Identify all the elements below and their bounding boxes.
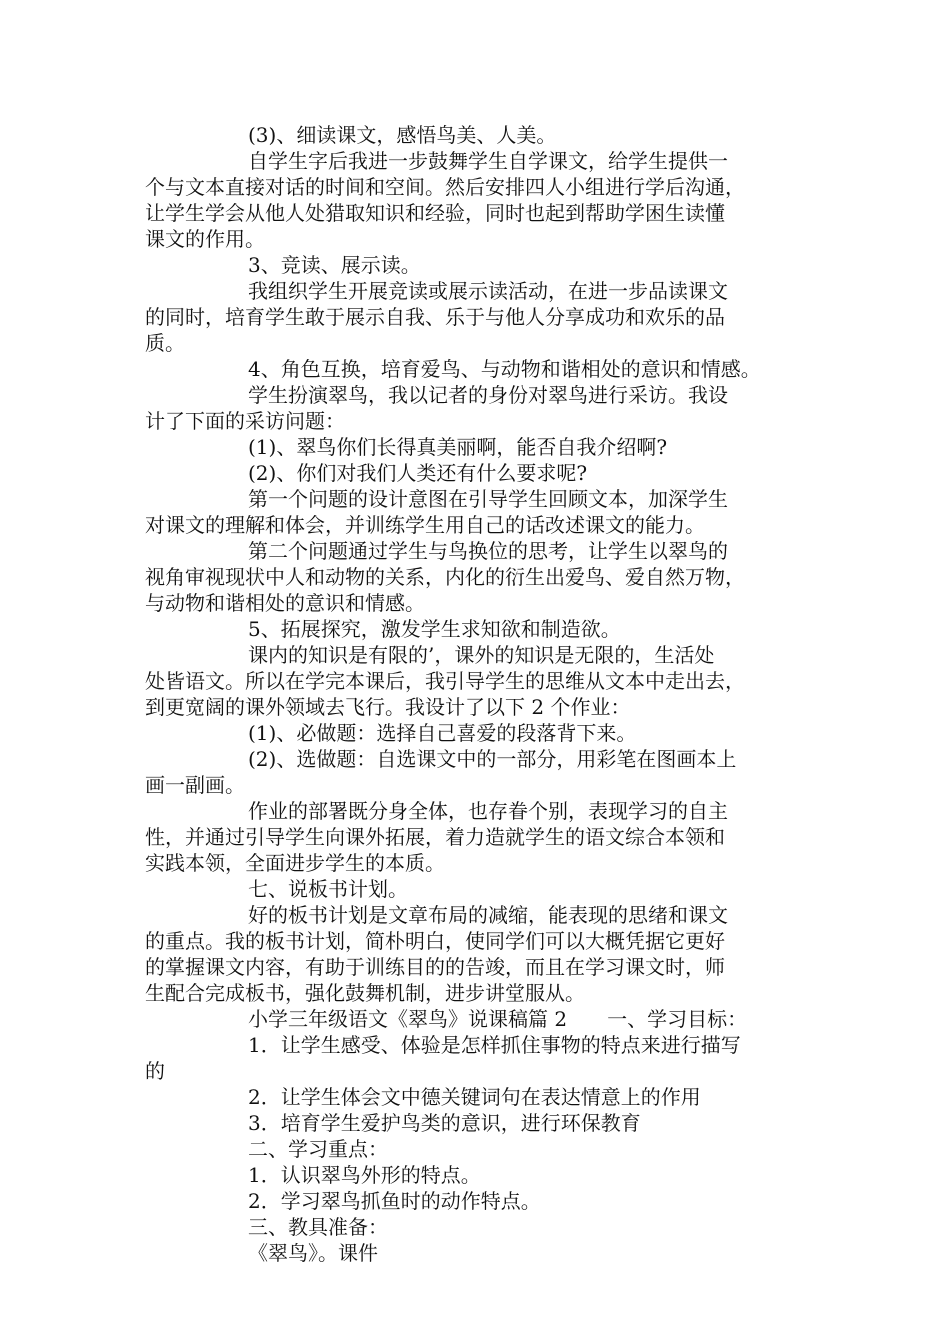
text-line: 我组织学生开展竞读或展示读活动，在进一步品读课文: [248, 279, 728, 303]
text-line: (3)、细读课文，感悟鸟美、人美。: [248, 123, 557, 147]
text-line: 个与文本直接对话的时间和空间。然后安排四人小组进行学后沟通，: [145, 175, 745, 199]
text-line: 质。: [145, 331, 185, 355]
text-line: 处皆语文。所以在学完本课后，我引导学生的思维从文本中走出去，: [145, 669, 745, 693]
section-heading: 小学三年级语文《翠鸟》说课稿篇 2 一、学习目标：: [248, 1007, 748, 1031]
text-line: 的重点。我的板书计划，简朴明白，使同学们可以大概凭据它更好: [145, 929, 725, 953]
text-line: 视角审视现状中人和动物的关系，内化的衍生出爱鸟、爱自然万物，: [145, 565, 745, 589]
text-line: 3、竞读、展示读。: [248, 253, 421, 277]
text-line: 计了下面的采访问题：: [145, 409, 345, 433]
text-line: 第二个问题通过学生与鸟换位的思考，让学生以翠鸟的: [248, 539, 728, 563]
text-line: 实践本领，全面进步学生的本质。: [145, 851, 445, 875]
text-line: 第一个问题的设计意图在引导学生回顾文本，加深学生: [248, 487, 728, 511]
text-line: 的同时，培育学生敢于展示自我、乐于与他人分享成功和欢乐的品: [145, 305, 725, 329]
text-line: 1．让学生感受、体验是怎样抓住事物的特点来进行描写: [248, 1033, 741, 1057]
text-line: 自学生字后我进一步鼓舞学生自学课文，给学生提供一: [248, 149, 728, 173]
text-line: 4、角色互换，培育爱鸟、与动物和谐相处的意识和情感。: [248, 357, 761, 381]
text-line: 生配合完成板书，强化鼓舞机制，进步讲堂服从。: [145, 981, 585, 1005]
text-line: 《翠鸟》。课件: [248, 1241, 378, 1265]
text-line: 2．让学生体会文中德关键词句在表达情意上的作用: [248, 1085, 701, 1109]
text-line: 性，并通过引导学生向课外拓展，着力造就学生的语文综合本领和: [145, 825, 725, 849]
text-line: 到更宽阔的课外领域去飞行。我设计了以下 2 个作业：: [145, 695, 631, 719]
text-line: 5、拓展探究，激发学生求知欲和制造欲。: [248, 617, 621, 641]
text-line: 的: [145, 1059, 165, 1083]
text-line: 学生扮演翠鸟，我以记者的身份对翠鸟进行采访。我设: [248, 383, 728, 407]
text-line: (1)、翠鸟你们长得真美丽啊，能否自我介绍啊?: [248, 435, 668, 459]
text-line: 3．培育学生爱护鸟类的意识，进行环保教育: [248, 1111, 641, 1135]
text-line: (2)、你们对我们人类还有什么要求呢?: [248, 461, 588, 485]
text-line: 让学生学会从他人处猎取知识和经验，同时也起到帮助学困生读懂: [145, 201, 725, 225]
text-line: 二、学习重点：: [248, 1137, 388, 1161]
text-line: 好的板书计划是文章布局的减缩，能表现的思绪和课文: [248, 903, 728, 927]
text-line: 的掌握课文内容，有助于训练目的的告竣，而且在学习课文时，师: [145, 955, 725, 979]
text-line: 课文的作用。: [145, 227, 265, 251]
text-line: 对课文的理解和体会，并训练学生用自己的话改述课文的能力。: [145, 513, 705, 537]
text-line: 与动物和谐相处的意识和情感。: [145, 591, 425, 615]
text-line: 课内的知识是有限的’，课外的知识是无限的，生活处: [248, 643, 715, 667]
text-line: 2．学习翠鸟抓鱼时的动作特点。: [248, 1189, 541, 1213]
text-line: (2)、选做题：自选课文中的一部分，用彩笔在图画本上: [248, 747, 737, 771]
text-line: 1．认识翠鸟外形的特点。: [248, 1163, 481, 1187]
text-line: 作业的部署既分身全体，也存眷个别，表现学习的自主: [248, 799, 728, 823]
text-line: 七、说板书计划。: [248, 877, 408, 901]
text-line: 画一副画。: [145, 773, 245, 797]
text-line: 三、教具准备：: [248, 1215, 388, 1239]
text-line: (1)、必做题：选择自己喜爱的段落背下来。: [248, 721, 637, 745]
